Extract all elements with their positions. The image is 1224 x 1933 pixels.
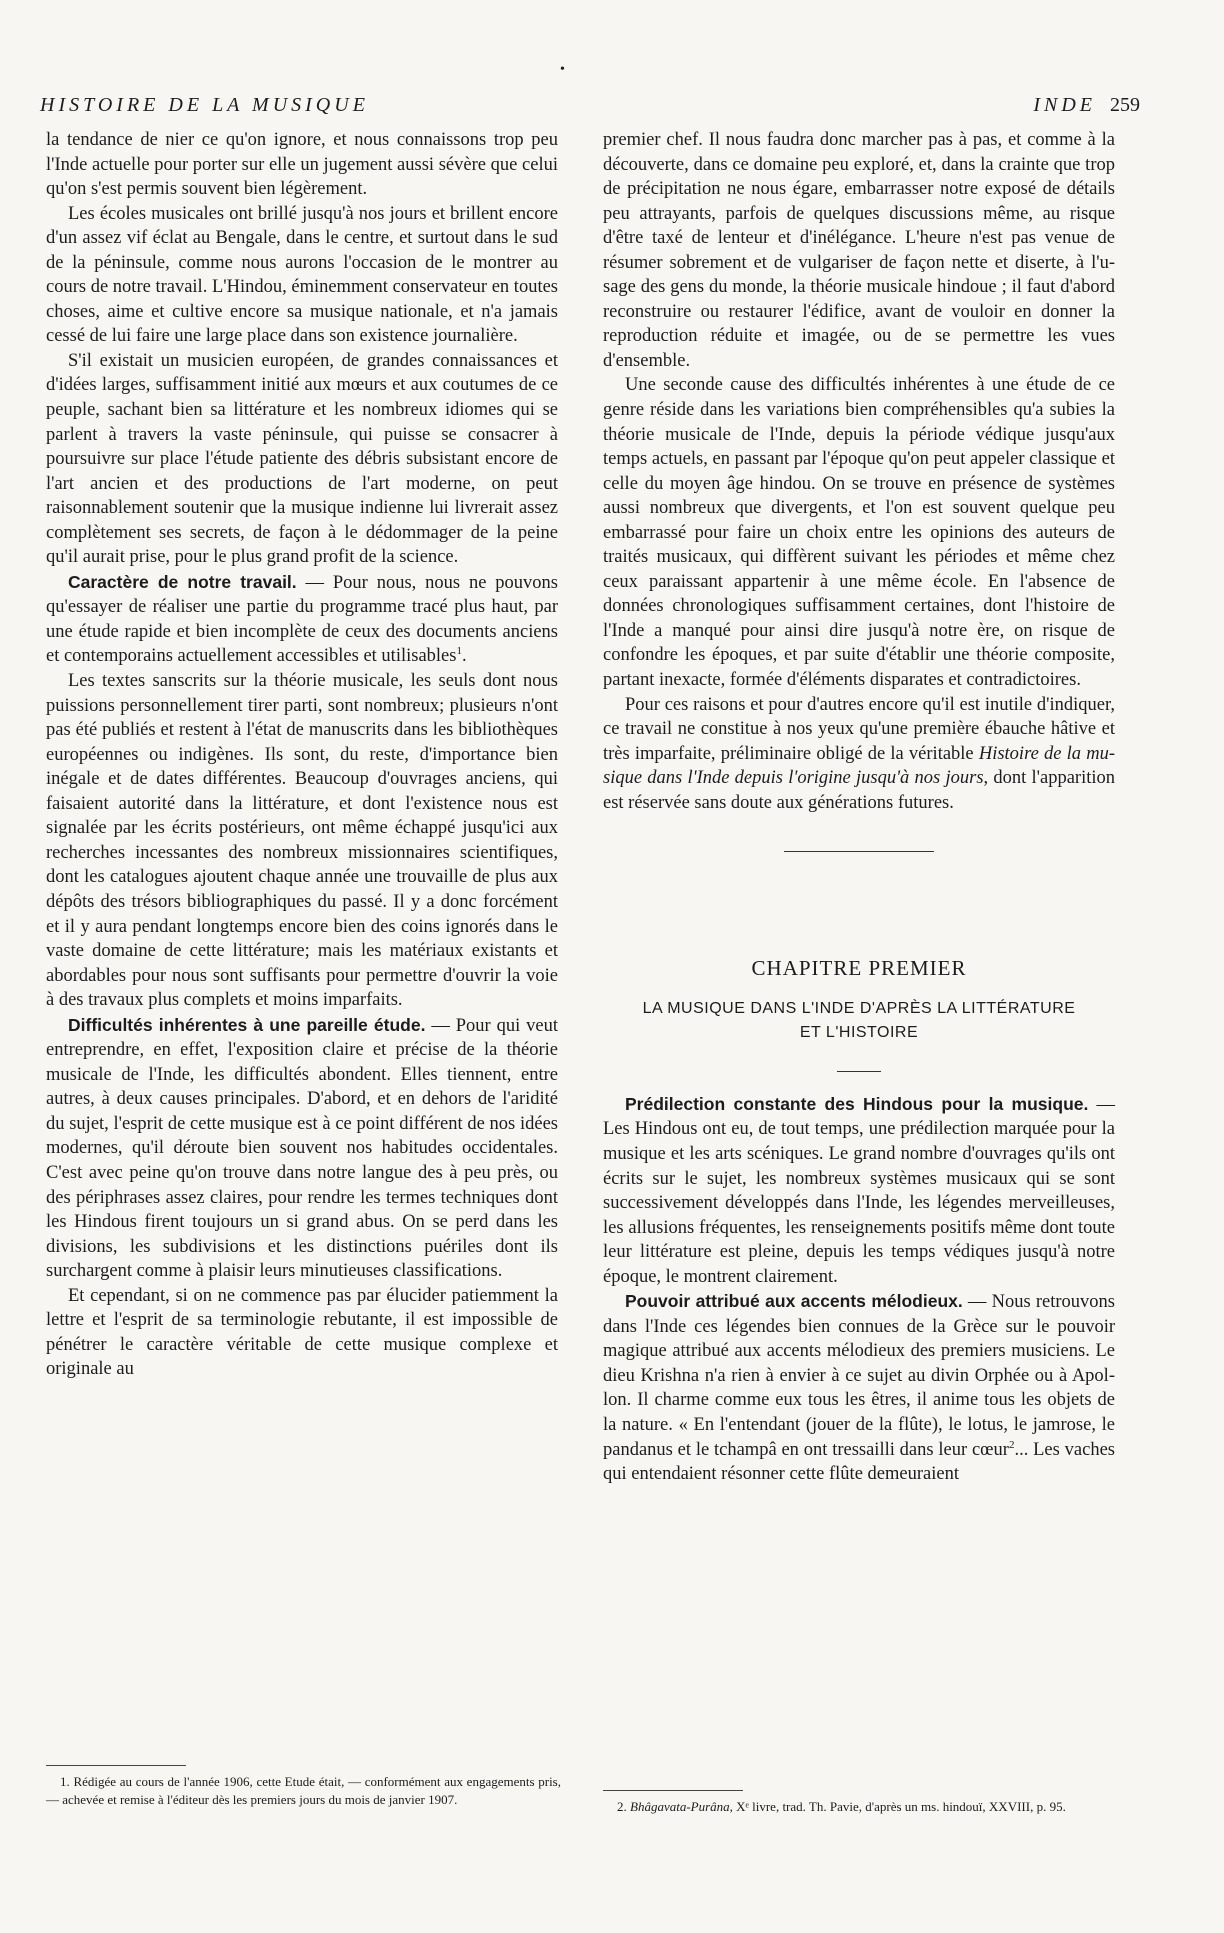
running-head-right	[1033, 94, 1140, 117]
footnote-text	[603, 1798, 1118, 1816]
paragraph-heading: Caractère de notre travail.	[68, 571, 297, 592]
paragraph: Et cependant, si on ne commence pas par élucider patiemment la lettre et l'esprit de sa terminologie rebutante, il est impossible de pénétrer le caractère véritable de cette musique complexe et originale au	[46, 1285, 558, 1380]
footnote-right	[603, 1798, 1118, 1816]
footnote-rule-right	[603, 1790, 743, 1791]
paragraph-heading: Prédilection constante des Hindous pour la musique.	[625, 1093, 1089, 1114]
chapter-title: CHAPITRE PREMIER	[751, 956, 967, 981]
paragraph-text: — Les Hindous ont eu, de tout temps, une prédilection marquée pour la musique et les arts scéniques. Le grand nombre d'ouvrages qu'ils ont écrits sur le sujet, les nombreux systèmes musicaux qui se sont successivement développés dans l'Inde, les légendes merveilleuses, les allusions fréquentes, les renseignements positifs même dont toute leur littérature est pleine, depuis les temps védiques jusqu'à notre époque, le montrent clairement.	[603, 1094, 1116, 1287]
paragraph-text-end: .	[461, 646, 467, 667]
left-column	[46, 128, 558, 1382]
footnote-ref: 1	[456, 645, 462, 658]
section-divider	[784, 851, 934, 852]
footnote-number: 2.	[617, 1799, 630, 1814]
footnote-rule-left	[46, 1765, 186, 1766]
printer-mark: •	[560, 62, 565, 77]
running-head	[40, 94, 1140, 124]
paragraph: Les textes sanscrits sur la théorie musicale, les seuls dont nous puissions personnellement tirer parti, sont nombreux; plusieurs n'ont pas été publiés et restent à l'état de manuscrits dans les bibliothèques européennes ou indigènes. Ils sont, du reste, d'importance bien inégale et de dates différentes. Beaucoup d'ouvrages anciens, qui faisaient autorité dans la littérature, et dont l'existence nous est signalée par les écrits postérieurs, ont même échappé jusqu'ici aux recherches incessantes des nombreux missionnaires scientifiques, dont les catalogues ajoutent chaque année une trouvaille de plus aux dépôts des trésors bibliographiques du passé. Il y a donc forcément et il y aura pendant longtemps encore bien des coins ignorés dans le vaste domaine de cette littérature; mais les matériaux existants et abordables pour nous sont suffisants pour permettre d'ouvrir la voie à des travaux plus complets et moins imparfaits.	[46, 671, 558, 1011]
paragraph	[46, 1013, 558, 1284]
book-title: Histoire de la musique dans l'Inde depuis l'origine jusqu'à nos jours	[603, 743, 1115, 789]
paragraph-heading: Difficultés inhérentes à une pareille étude.	[68, 1014, 426, 1035]
paragraph: S'il existait un musicien européen, de grandes connaissances et d'idées larges, suffisamment initié aux mœurs et aux coutumes de ce peuple, sachant bien sa littérature et les nombreux idiomes qui se parlent à travers la vaste péninsule, qui puisse se consacrer à poursuivre sur place l'étude patiente des débris subsistant encore de l'art ancien et des productions de l'art moderne, on peut raisonnablement soutenir que la musique indienne lui livrerait assez complètement ses secrets, de façon à le dédommager de la peine qu'il aurait prise, pour le plus grand profit de la science.	[46, 350, 558, 568]
footnote-text: 1. Rédigée au cours de l'année 1906, cette Etude était, — conformément aux engagements pris, — achevée et remise à l'éditeur dès les premiers jours du mois de janvier 1907.	[46, 1774, 561, 1807]
footnote-ref: 2	[1008, 1438, 1015, 1451]
running-title: HISTOIRE DE LA MUSIQUE	[40, 94, 369, 116]
paragraph-text: — Pour nous, nous ne pouvons qu'essayer de réaliser une partie du programme tracé plus haut, par une étude rapide et bien incomplète de ceux des documents anciens et contemporains actuellement accessibles et utilisables	[46, 572, 558, 667]
right-column	[603, 128, 1115, 1487]
paragraph: Les écoles musicales ont brillé jusqu'à nos jours et brillent encore d'un assez vif éclat au Bengale, dans le centre, et surtout dans le sud de la péninsule, comme nous aurons l'occasion de le montrer au cours de notre travail. L'Hindou, éminemment conservateur en toutes choses, aime et cultive encore sa musique nationale, et n'a jamais cessé de lui faire une large place dans son existence journalière.	[46, 203, 558, 347]
paragraph: Une seconde cause des difficultés inhérentes à une étude de ce genre réside dans les variations bien compréhensibles qu'a subies la théorie musicale de l'Inde, depuis la période védique jusqu'aux temps actuels, en passant par l'époque qu'on peut appeler classique et celle du moyen âge hindou. On se trouve en présence de systèmes aussi nombreux que divergents, et l'on est souvent quelque peu embarrassé pour faire un choix entre les opinions des auteurs de traités musicaux, qui diffèrent suivant les périodes et même chez ceux paraissant appartenir à une même école. En l'absence de données chronologiques suffisamment certaines, dont l'histoire de l'Inde a manqué pour ainsi dire jusqu'à notre ère, on risque de confondre les époques, et par suite d'établir une théorie composite, partant inexacte, formée d'éléments disparates et contradictoires.	[603, 375, 1115, 691]
paragraph	[46, 570, 558, 669]
paragraph-heading: Pouvoir attribué aux accents mélodieux.	[625, 1291, 963, 1312]
paragraph: premier chef. Il nous faudra donc marcher pas à pas, et comme à la découverte, dans ce domaine peu exploré, et, dans la crainte que trop de précipitation ne nous égare, embarrasser notre exposé de détails peu attrayants, parfois de quelques discussions même, au risque d'être taxé de lenteur et d'inélégance. L'heure n'est pas venue de résumer sobrement et de vulgariser de façon nette et diserte, à l'usage des gens du monde, la théorie musicale hindoue ; il faut d'abord reconstruire ou restaurer l'édifice, avant de vouloir en donner la reproduction réduite et imagée, ou de se permettre les vues d'ensemble.	[603, 130, 1115, 371]
paragraph-text-end: ... Les vaches qui entendaient résonner cette flûte demeuraient	[603, 1439, 1115, 1485]
chapter-subtitle-line: ET L'HISTOIRE	[799, 1023, 919, 1041]
section-label: INDE	[1033, 94, 1096, 116]
paragraph: la tendance de nier ce qu'on ignore, et nous connaissons trop peu l'Inde actuelle pour porter sur elle un jugement aussi sévère que celui qu'on s'est permis souvent bien légèrement.	[46, 130, 558, 200]
chapter-subtitle-line: LA MUSIQUE DANS L'INDE D'APRÈS LA LITTÉRATURE	[642, 999, 1076, 1017]
paragraph-text: — Pour qui veut entreprendre, en effet, l'exposition claire et précise de la théorie musicale de l'Inde, les difficultés abondent. Elles tiennent, entre autres, à deux causes principales. D'abord, et en dehors de l'aridité du sujet, l'esprit de cette musique est à ce point différent de nos idées modernes, qu'il déroute bien souvent nos habitudes occidentales. C'est avec peine qu'on trouve dans notre langue des à peu près, ou des périphrases assez claires, pour rendre les termes techniques dont les Hindous firent toujours un si grand abus. On se perd dans les divisions, les subdivisions et les distinctions puériles dont ils surchargent comme à plaisir leurs minutieuses classifications.	[46, 1015, 558, 1282]
paragraph-text-end: , dont l'apparition est réservée sans doute aux générations futures.	[603, 768, 1116, 813]
paragraph	[603, 1289, 1115, 1486]
footnote-source-title: Bhâgavata-Purâna	[630, 1799, 730, 1814]
paragraph	[603, 1092, 1115, 1289]
chapter-subtitle	[603, 997, 1115, 1045]
page-number: 259	[1110, 94, 1140, 116]
paragraph	[603, 693, 1115, 816]
footnote-citation: , Xᵉ livre, trad. Th. Pavie, d'après un ms. hindouï, XXVIII, p. 95.	[729, 1799, 1066, 1814]
paragraph-text: Pour ces raisons et pour d'autres encore qu'il est inutile d'indiquer, ce travail ne constitue à nos yeux qu'une première ébauche hâtive et très imparfaite, préliminaire obligé de la véritable	[603, 694, 1115, 764]
footnote-left	[46, 1773, 561, 1809]
paragraph-text: — Nous retrouvons dans l'Inde ces légendes bien connues de la Grèce sur le pouvoir magique attribué aux accents mélodieux des premiers musiciens. Le dieu Krishna n'a rien à envier à ce sujet au divin Orphée ou à Apollon. Il charme comme eux tous les êtres, il anime tous les objets de la nature. « En l'entendant (jouer de la flûte), le lotus, le jamrose, le pandanus et le tchampâ en ont tressailli dans leur cœur	[603, 1292, 1115, 1460]
